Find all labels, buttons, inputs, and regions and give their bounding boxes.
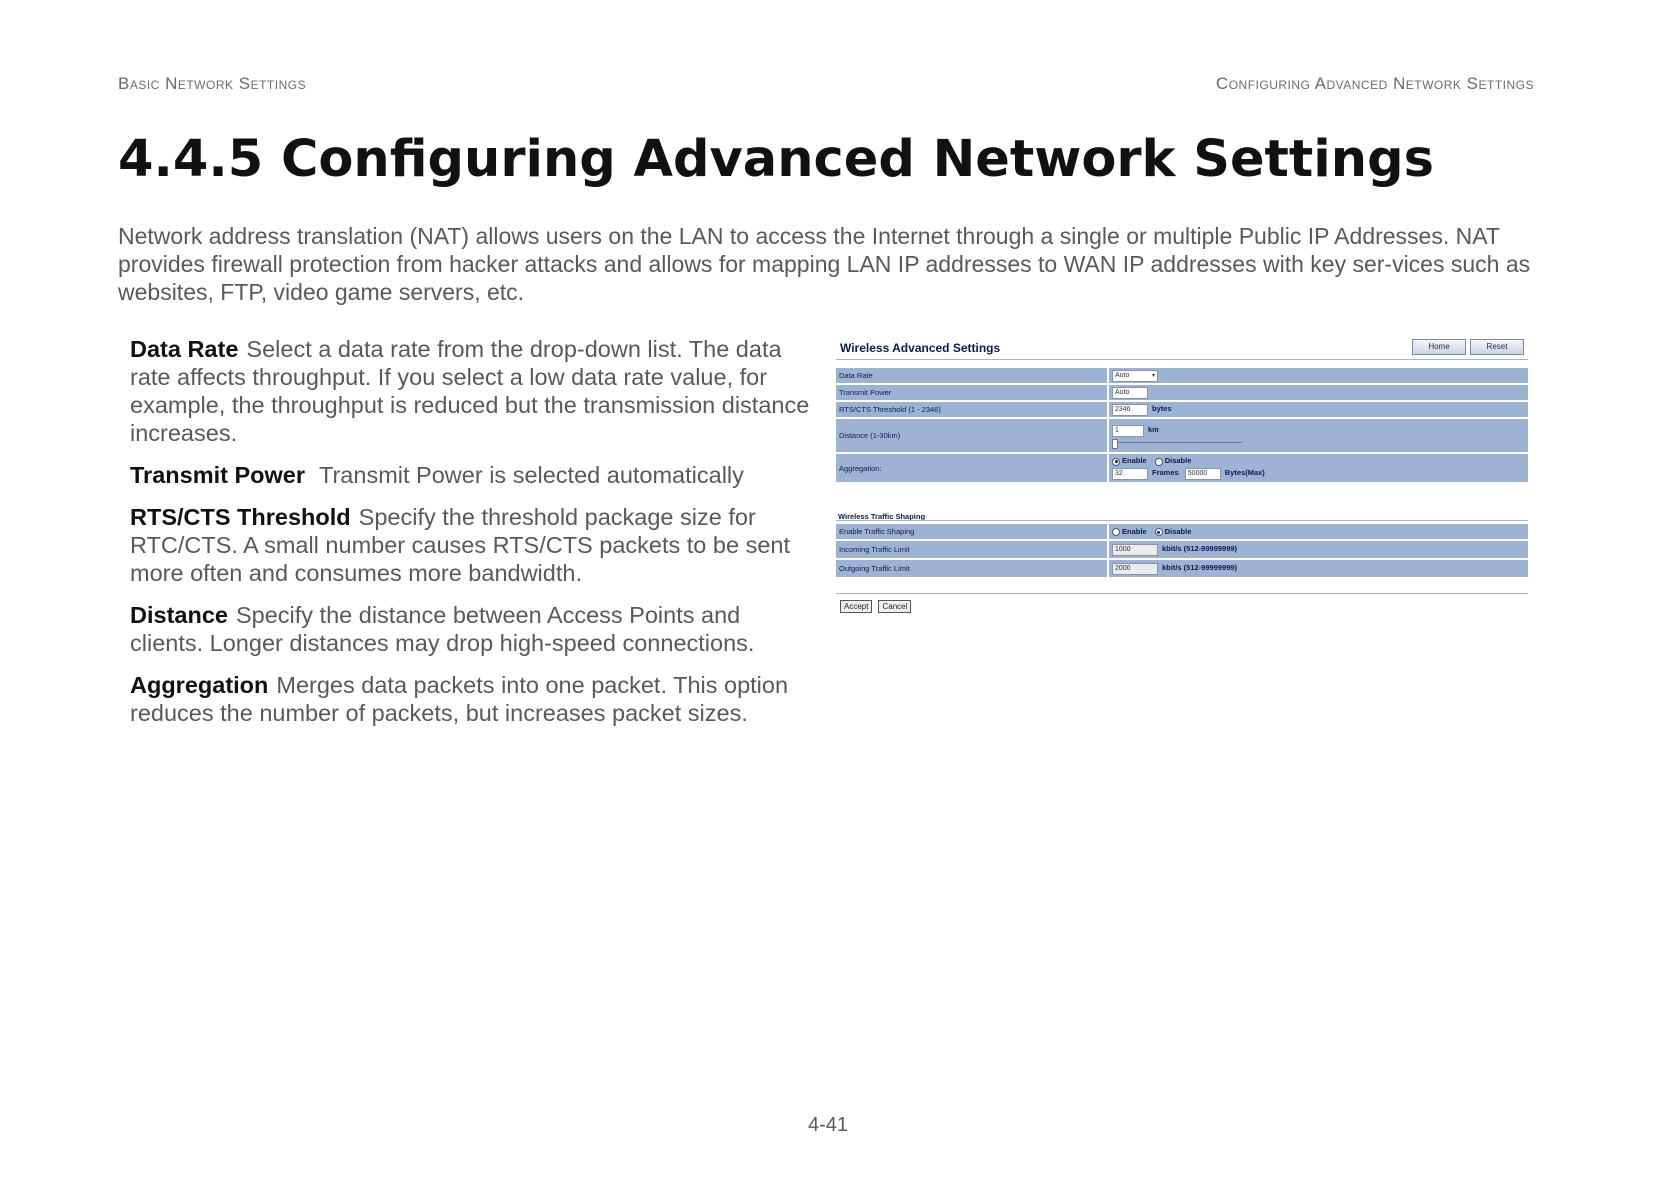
accept-button[interactable]: Accept	[840, 600, 872, 613]
transmit-power-label: Transmit Power	[836, 385, 1109, 400]
page-number: 4-41	[807, 1114, 849, 1136]
cancel-button[interactable]: Cancel	[878, 600, 911, 613]
traffic-shaping-table	[836, 522, 1528, 579]
running-header-left: Basic Network Settings	[118, 74, 307, 93]
term-list	[130, 335, 815, 741]
rts-cts-input[interactable]: 2346	[1112, 404, 1148, 416]
aggregation-cell	[1109, 454, 1528, 482]
term-transmit-power	[130, 461, 815, 489]
traffic-shaping-title: Wireless Traffic Shaping	[838, 512, 926, 521]
slider-track	[1112, 442, 1242, 443]
rts-cts-cell	[1109, 402, 1528, 417]
data-rate-cell	[1109, 368, 1528, 383]
incoming-traffic-limit-cell	[1109, 541, 1528, 558]
row-data-rate	[836, 368, 1528, 383]
rts-cts-unit: bytes	[1152, 404, 1172, 414]
running-header-right: Configuring Advanced Network Settings	[1215, 74, 1534, 93]
reset-button[interactable]: Reset	[1470, 339, 1524, 355]
distance-unit: km	[1148, 425, 1159, 435]
section-title: 4.4.5 Configuring Advanced Network Settings	[118, 130, 1434, 189]
shaping-enable-radio[interactable]	[1112, 528, 1120, 536]
transmit-power-field[interactable]: Auto	[1112, 387, 1148, 399]
distance-input[interactable]: 1	[1112, 425, 1144, 437]
slider-thumb[interactable]	[1112, 439, 1118, 449]
distance-label: Distance (1-30km)	[836, 419, 1109, 452]
term-aggregation	[130, 671, 815, 727]
term-distance	[130, 601, 815, 657]
row-enable-traffic-shaping	[836, 524, 1528, 539]
outgoing-traffic-unit: kbit/s (512-99999999)	[1162, 563, 1238, 573]
data-rate-select[interactable]	[1112, 370, 1158, 382]
term-label: Aggregation	[130, 672, 269, 698]
aggregation-disable-radio[interactable]	[1155, 458, 1163, 466]
shaping-disable-radio[interactable]	[1155, 528, 1163, 536]
screenshot-top-buttons	[1412, 339, 1524, 355]
row-distance	[836, 419, 1528, 452]
enable-traffic-shaping-label: Enable Traffic Shaping	[836, 524, 1109, 539]
home-button[interactable]: Home	[1412, 339, 1466, 355]
term-label: Distance	[130, 602, 228, 628]
divider	[836, 593, 1528, 594]
form-actions	[840, 600, 911, 613]
distance-slider[interactable]	[1112, 439, 1242, 447]
incoming-traffic-limit-label: Incoming Traffic Limit	[836, 541, 1109, 558]
term-rts-cts-threshold	[130, 503, 815, 587]
shaping-enable-label: Enable	[1122, 526, 1147, 536]
aggregation-enable-radio[interactable]	[1112, 458, 1120, 466]
term-description: Transmit Power is selected automatically	[319, 462, 744, 488]
incoming-traffic-unit: kbit/s (512-99999999)	[1162, 544, 1238, 554]
row-transmit-power	[836, 385, 1528, 400]
data-rate-label: Data Rate	[836, 368, 1109, 383]
term-description: Specify the threshold package size for RTC/CTS. A small number causes RTS/CTS packets to be sent more often and consumes more bandwidth.	[130, 504, 790, 586]
aggregation-bytes-input[interactable]: 50000	[1185, 468, 1221, 480]
aggregation-disable-label: Disable	[1164, 456, 1192, 466]
term-data-rate	[130, 335, 815, 447]
divider	[836, 520, 1528, 521]
term-label: Data Rate	[130, 336, 239, 362]
aggregation-frames-input[interactable]: 32	[1112, 468, 1148, 480]
enable-traffic-shaping-cell	[1109, 524, 1528, 539]
outgoing-traffic-limit-label: Outgoing Traffic Limit	[836, 560, 1109, 577]
data-rate-value: Auto	[1115, 371, 1130, 379]
chevron-down-icon: ▾	[1151, 372, 1155, 379]
term-description: Select a data rate from the drop-down list. The data rate affects throughput. If you select a low data rate value, for example, the throughput is reduced but the transmission distance increases.	[130, 336, 810, 446]
term-label: Transmit Power	[130, 462, 305, 488]
distance-cell	[1109, 419, 1528, 452]
aggregation-enable-label: Enable	[1122, 456, 1147, 466]
shaping-disable-label: Disable	[1164, 526, 1192, 536]
row-aggregation	[836, 454, 1528, 482]
incoming-traffic-limit-input[interactable]: 1000	[1112, 544, 1158, 556]
term-label: RTS/CTS Threshold	[130, 504, 351, 530]
outgoing-traffic-limit-input[interactable]: 2000	[1112, 563, 1158, 575]
wireless-advanced-settings-screenshot	[836, 334, 1528, 614]
transmit-power-cell	[1109, 385, 1528, 400]
advanced-settings-table	[836, 366, 1528, 484]
row-rts-cts	[836, 402, 1528, 417]
row-outgoing-traffic-limit	[836, 560, 1528, 577]
term-description: Specify the distance between Access Points and clients. Longer distances may drop high-speed connections.	[130, 602, 755, 656]
outgoing-traffic-limit-cell	[1109, 560, 1528, 577]
rts-cts-label: RTS/CTS Threshold (1 - 2346)	[836, 402, 1109, 417]
screenshot-title: Wireless Advanced Settings	[840, 341, 1001, 355]
divider	[836, 359, 1528, 360]
term-description: Merges data packets into one packet. This option reduces the number of packets, but increases packet sizes.	[130, 672, 789, 726]
bytes-unit: Bytes(Max)	[1224, 468, 1265, 478]
row-incoming-traffic-limit	[836, 541, 1528, 558]
aggregation-label: Aggregation:	[836, 454, 1109, 482]
intro-paragraph: Network address translation (NAT) allows users on the LAN to access the Internet through a single or multiple Public IP Addresses. NAT provides firewall protection from hacker attacks and allows for mapping LAN IP addresses to WAN IP addresses with key ser-vices such as websites, FTP, video game servers, etc.	[118, 223, 1531, 305]
frames-unit: Frames	[1152, 468, 1179, 478]
